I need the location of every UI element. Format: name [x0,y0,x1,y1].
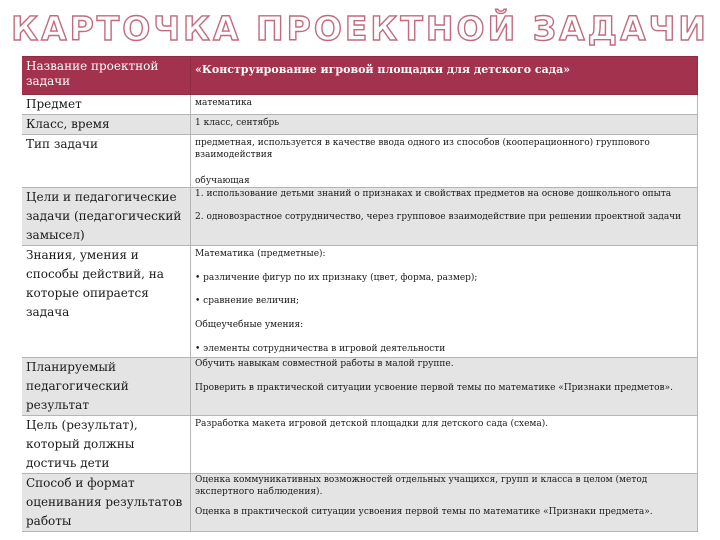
row-content [191,416,698,474]
content-line: • различение фигур по их признаку (цвет, форма, размер); [195,273,478,283]
row-content [191,57,698,95]
row-label: Предмет [22,95,191,115]
content-line: Обучить навыкам совместной работы в малой группе. [195,359,454,369]
row-content [191,115,698,135]
row-content [191,188,698,246]
row-content [191,358,698,416]
row-content [191,246,698,358]
content-line: предметная, используется в качестве ввода одного из способов (кооперационного) группового взаимодействия [195,138,650,160]
content-line: • сравнение величин; [195,296,300,306]
row-label: Название проектной задачи [22,57,191,95]
row-label: Планируемый педагогический результат [22,358,191,416]
content-line: 2. одновозрастное сотрудничество, через групповое взаимодействие при решении проектной задачи [195,212,682,222]
table-row [22,135,698,188]
content-line: • элементы сотрудничества в игровой деятельности [195,344,446,354]
row-content [191,474,698,532]
content-line: обучающая [195,176,250,186]
row-label: Цель (результат), который должны достичь дети [22,416,191,474]
page-title: КАРТОЧКА ПРОЕКТНОЙ ЗАДАЧИ [11,9,709,48]
row-content [191,95,698,115]
content-line: Оценка в практической ситуации усвоения первой темы по математике «Признаки предмета». [195,507,653,517]
content-line: математика [195,98,253,108]
table-row [22,115,698,135]
row-label: Тип задачи [22,135,191,188]
content-line: 1 класс, сентябрь [195,118,280,128]
table-row [22,188,698,246]
row-label: Знания, умения и способы действий, на которые опирается задача [22,246,191,358]
table-row [22,95,698,115]
content-line: Математика (предметные): [195,249,326,259]
content-line: Оценка коммуникативных возможностей отдельных учащихся, групп и класса в целом (метод экспертного наблюдения). [195,475,648,497]
table-row [22,358,698,416]
table-row [22,474,698,532]
row-content [191,135,698,188]
content-line: 1. использование детьми знаний о признаках и свойствах предметов на основе дошкольного опыта [195,189,672,199]
table-row [22,416,698,474]
row-label: Класс, время [22,115,191,135]
table-row [22,57,698,95]
row-label: Способ и формат оценивания результатов работы [22,474,191,532]
content-line: Разработка макета игровой детской площадки для детского сада (схема). [195,419,549,429]
content-line: Общеучебные умения: [195,320,304,330]
row-label: Цели и педагогические задачи (педагогический замысел) [22,188,191,246]
content-line: «Конструирование игровой площадки для детского сада» [195,63,571,76]
table-row [22,246,698,358]
content-line: Проверить в практической ситуации усвоение первой темы по математике «Признаки предметов». [195,383,673,393]
project-task-table [22,56,698,532]
